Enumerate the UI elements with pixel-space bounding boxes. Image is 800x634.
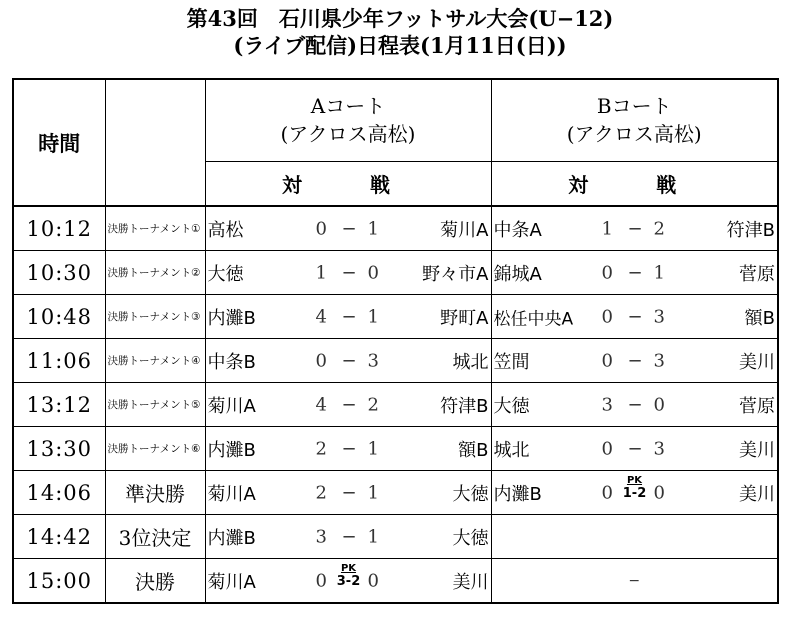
team-2-name: 美川 [739, 439, 775, 461]
pk-label: PK [340, 563, 357, 574]
score-separator: − [341, 394, 357, 415]
score-separator: − [627, 262, 643, 283]
score-2: 3 [367, 350, 379, 371]
team-2-name: 野町A [440, 307, 489, 329]
match-cell [491, 427, 778, 471]
score-1: 0 [601, 350, 613, 371]
match-time: 13:12 [13, 383, 105, 427]
match-cell [491, 251, 778, 295]
pk-score: 3-2 [336, 574, 361, 589]
score-1: 3 [601, 394, 613, 415]
match-cell [205, 206, 491, 251]
page-subtitle: (ライブ配信)日程表(1月11日(日)) [233, 33, 567, 58]
score-1: 0 [315, 218, 327, 239]
score-2: 3 [653, 438, 665, 459]
court-b-taisen: 対 戦 [491, 161, 778, 206]
court-a-taisen: 対 戦 [205, 161, 491, 206]
score-1: 2 [315, 438, 327, 459]
score-1: 0 [601, 482, 613, 503]
table-row [13, 339, 778, 383]
match-empty [491, 515, 778, 559]
score-separator: − [341, 526, 357, 547]
team-2-name: 額B [744, 307, 775, 329]
table-row [13, 295, 778, 339]
header-row-court [13, 79, 778, 161]
match-round: 決勝トーナメント① [105, 206, 205, 251]
pk-result [622, 474, 648, 500]
court-a-venue: (アクロス高松) [280, 122, 416, 147]
team-2-name: 菊川A [440, 219, 489, 241]
match-time: 10:30 [13, 251, 105, 295]
match-time: 13:30 [13, 427, 105, 471]
match-time: 11:06 [13, 339, 105, 383]
score-separator: − [341, 218, 357, 239]
team-2-name: 大徳 [452, 483, 489, 505]
score-separator: − [627, 306, 643, 327]
score-separator: − [627, 394, 643, 415]
team-2-name: 野々市A [422, 263, 489, 285]
score-separator: − [341, 350, 357, 371]
match-cell [205, 515, 491, 559]
team-1-name: 中条B [207, 351, 256, 373]
court-b-name: Bコート [596, 94, 672, 119]
team-1-name: 大徳 [493, 395, 530, 417]
table-row [13, 206, 778, 251]
team-1-name: 内灘B [207, 439, 256, 461]
score-1: 1 [315, 262, 327, 283]
team-1-name: 笠間 [493, 351, 530, 373]
team-1-name: 城北 [493, 439, 530, 461]
score-1: 4 [315, 306, 327, 327]
score-1: 0 [601, 262, 613, 283]
match-placeholder: − [491, 559, 778, 604]
match-round: 決勝トーナメント⑤ [105, 383, 205, 427]
score-2: 1 [367, 218, 379, 239]
match-cell [205, 251, 491, 295]
match-round: 3位決定 [105, 515, 205, 559]
page-title: 第43回 石川県少年フットサル大会(U−12) [186, 6, 614, 31]
court-a-name: Aコート [310, 94, 386, 119]
match-cell [491, 339, 778, 383]
score-2: 0 [653, 394, 665, 415]
team-2-name: 城北 [452, 351, 489, 373]
score-2: 3 [653, 306, 665, 327]
score-2: 1 [367, 438, 379, 459]
match-cell [491, 295, 778, 339]
score-2: 1 [653, 262, 665, 283]
pk-label: PK [626, 475, 643, 486]
court-b-header [491, 79, 778, 161]
team-2-name: 額B [458, 439, 489, 461]
score-2: 0 [367, 262, 379, 283]
team-2-name: 美川 [739, 351, 775, 373]
match-cell [205, 427, 491, 471]
match-time: 10:12 [13, 206, 105, 251]
team-2-name: 美川 [452, 571, 489, 593]
table-row [13, 471, 778, 515]
team-1-name: 内灘B [493, 483, 542, 505]
score-separator: − [341, 438, 357, 459]
score-2: 2 [367, 394, 379, 415]
table-row [13, 515, 778, 559]
team-2-name: 菅原 [739, 263, 775, 285]
pk-score: 1-2 [622, 486, 647, 501]
team-1-name: 内灘B [207, 527, 256, 549]
score-1: 0 [601, 306, 613, 327]
match-cell [205, 339, 491, 383]
match-round: 決勝 [105, 559, 205, 604]
team-1-name: 錦城A [493, 263, 542, 285]
match-cell [205, 295, 491, 339]
score-separator: − [627, 438, 643, 459]
score-1: 0 [601, 438, 613, 459]
score-2: 3 [653, 350, 665, 371]
match-cell [205, 471, 491, 515]
match-round: 決勝トーナメント② [105, 251, 205, 295]
match-round: 決勝トーナメント③ [105, 295, 205, 339]
match-time: 15:00 [13, 559, 105, 604]
match-cell [491, 471, 778, 515]
table-row [13, 251, 778, 295]
match-round: 決勝トーナメント⑥ [105, 427, 205, 471]
team-1-name: 高松 [207, 219, 244, 241]
table-row [13, 427, 778, 471]
schedule-table [12, 78, 779, 604]
score-separator: − [341, 482, 357, 503]
score-1: 0 [315, 350, 327, 371]
match-cell [205, 383, 491, 427]
match-time: 14:06 [13, 471, 105, 515]
table-row [13, 559, 778, 604]
team-1-name: 菊川A [207, 395, 256, 417]
pk-result [336, 562, 362, 588]
score-separator: − [627, 350, 643, 371]
match-cell [491, 383, 778, 427]
score-1: 2 [315, 482, 327, 503]
score-1: 4 [315, 394, 327, 415]
match-time: 10:48 [13, 295, 105, 339]
team-2-name: 大徳 [452, 527, 489, 549]
score-2: 1 [367, 482, 379, 503]
team-1-name: 大徳 [207, 263, 244, 285]
match-round: 決勝トーナメント④ [105, 339, 205, 383]
score-2: 0 [653, 482, 665, 503]
score-2: 1 [367, 526, 379, 547]
round-header [105, 79, 205, 206]
match-time: 14:42 [13, 515, 105, 559]
score-separator: − [341, 262, 357, 283]
team-2-name: 美川 [739, 483, 775, 505]
match-cell [205, 559, 491, 604]
score-1: 1 [601, 218, 613, 239]
score-1: 0 [315, 570, 327, 591]
team-2-name: 符津B [440, 395, 489, 417]
court-a-header [205, 79, 491, 161]
team-1-name: 菊川A [207, 483, 256, 505]
score-2: 2 [653, 218, 665, 239]
score-separator: − [341, 306, 357, 327]
team-2-name: 符津B [726, 219, 775, 241]
team-1-name: 内灘B [207, 307, 256, 329]
table-row [13, 383, 778, 427]
team-1-name: 中条A [493, 219, 542, 241]
team-1-name: 松任中央A [493, 309, 574, 329]
time-header: 時間 [13, 79, 105, 206]
match-round: 準決勝 [105, 471, 205, 515]
score-2: 1 [367, 306, 379, 327]
score-separator: − [627, 218, 643, 239]
court-b-venue: (アクロス高松) [566, 122, 702, 147]
team-1-name: 菊川A [207, 571, 256, 593]
match-cell [491, 206, 778, 251]
team-2-name: 菅原 [739, 395, 775, 417]
score-2: 0 [367, 570, 379, 591]
score-1: 3 [315, 526, 327, 547]
